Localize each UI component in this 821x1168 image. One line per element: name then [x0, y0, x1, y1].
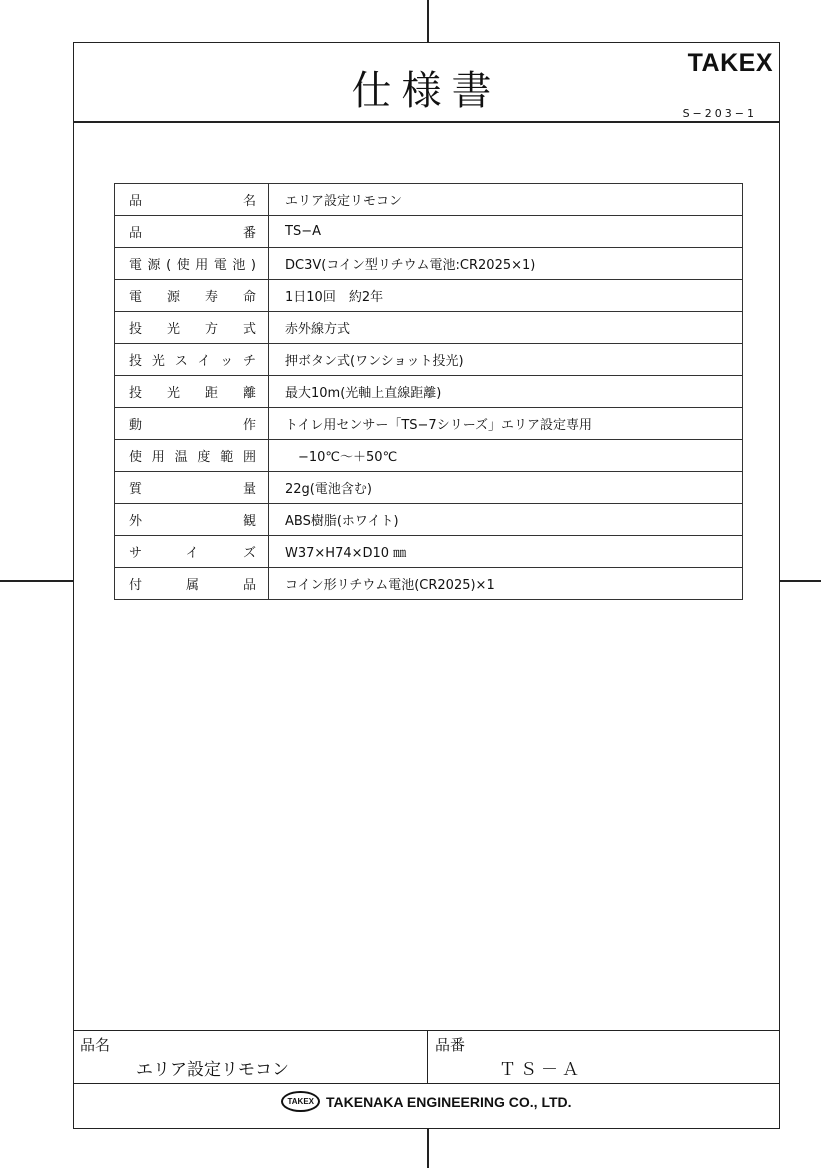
spec-value: 最大10m(光軸上直線距離) [269, 376, 743, 408]
crop-mark-left [0, 580, 73, 582]
spec-value: W37×H74×D10 ㎜ [269, 536, 743, 568]
crop-mark-right [779, 580, 821, 582]
company-logo: TAKEX [281, 1091, 320, 1112]
spec-value: 赤外線方式 [269, 312, 743, 344]
spec-value: 押ボタン式(ワンショット投光) [269, 344, 743, 376]
brand-logo: TAKEX [687, 49, 773, 77]
spec-label: 電源寿命 [115, 280, 269, 312]
spec-row [115, 440, 743, 472]
spec-value: DC3V(コイン型リチウム電池:CR2025×1) [269, 248, 743, 280]
spec-row [115, 248, 743, 280]
spec-label: 品番 [115, 216, 269, 248]
spec-label: 使用温度範囲 [115, 440, 269, 472]
spec-row [115, 344, 743, 376]
footer-number-label: 品番 [435, 1036, 466, 1054]
spec-value: 1日10回 約2年 [269, 280, 743, 312]
spec-table [114, 183, 743, 600]
spec-value: エリア設定リモコン [269, 184, 743, 216]
spec-value: TS−A [269, 216, 743, 248]
spec-value: コイン形リチウム電池(CR2025)×1 [269, 568, 743, 600]
spec-value: −10℃〜＋50℃ [269, 440, 743, 472]
spec-label: 外観 [115, 504, 269, 536]
spec-row [115, 184, 743, 216]
spec-sheet [73, 42, 780, 1129]
footer-name-value: エリア設定リモコン [136, 1060, 289, 1080]
crop-mark-top [427, 0, 429, 42]
spec-label: サイズ [115, 536, 269, 568]
footer-name-cell [74, 1031, 428, 1083]
spec-value: トイレ用センサー「TS−7シリーズ」エリア設定専用 [269, 408, 743, 440]
page-title: 仕様書 [351, 68, 502, 114]
spec-label: 質量 [115, 472, 269, 504]
spec-row [115, 504, 743, 536]
footer-number-cell [429, 1031, 779, 1083]
spec-row [115, 216, 743, 248]
crop-mark-bottom [427, 1128, 429, 1168]
spec-label: 動作 [115, 408, 269, 440]
spec-value: 22g(電池含む) [269, 472, 743, 504]
spec-label: 品名 [115, 184, 269, 216]
spec-label: 電源(使用電池) [115, 248, 269, 280]
spec-row [115, 312, 743, 344]
spec-label: 投光スイッチ [115, 344, 269, 376]
company-line [74, 1091, 779, 1112]
spec-row [115, 376, 743, 408]
footer-product-info [74, 1030, 779, 1084]
document-number: S−203−1 [682, 107, 757, 120]
company-name: TAKENAKA ENGINEERING CO., LTD. [326, 1093, 572, 1110]
spec-label: 投光距離 [115, 376, 269, 408]
header-divider [74, 121, 779, 123]
footer-number-value: ＴＳ－Ａ [499, 1060, 583, 1080]
spec-row [115, 280, 743, 312]
spec-row [115, 408, 743, 440]
spec-row [115, 472, 743, 504]
spec-label: 付属品 [115, 568, 269, 600]
spec-label: 投光方式 [115, 312, 269, 344]
spec-value: ABS樹脂(ホワイト) [269, 504, 743, 536]
spec-row [115, 536, 743, 568]
spec-row [115, 568, 743, 600]
footer-name-label: 品名 [80, 1036, 111, 1054]
